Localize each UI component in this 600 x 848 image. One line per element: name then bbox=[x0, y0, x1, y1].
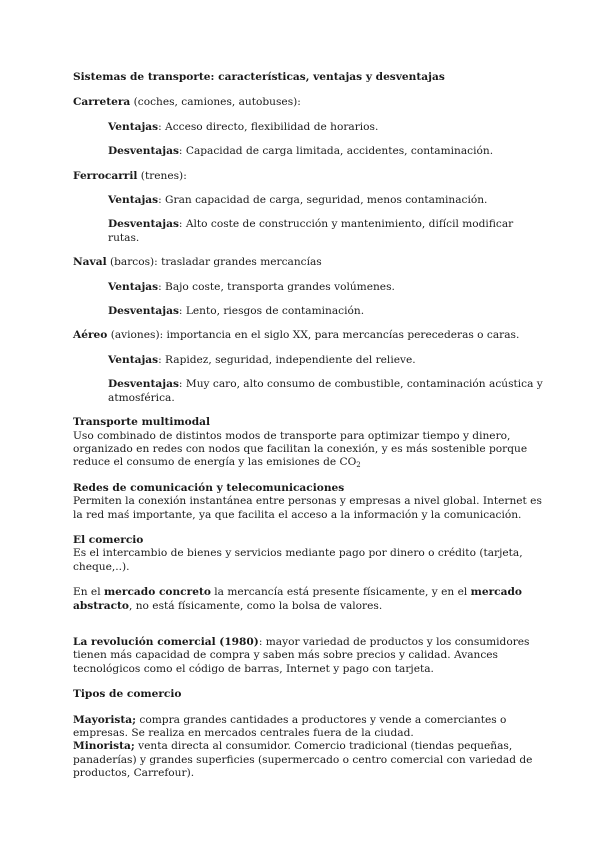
naval-desventajas: Desventajas: Lento, riesgos de contaminación. bbox=[108, 305, 365, 318]
aereo-desventajas: Desventajas: Muy caro, alto consumo de combustible, contaminación acústica y atmosférica. bbox=[108, 378, 543, 404]
ferrocarril-ventajas: Ventajas: Gran capacidad de carga, seguridad, menos contaminación. bbox=[108, 194, 488, 207]
naval-ventajas: Ventajas: Bajo coste, transporta grandes volúmenes. bbox=[108, 280, 395, 293]
comercio-text: Es el intercambio de bienes y servicios mediante pago por dinero o crédito (tarjeta, cheque,..). bbox=[73, 547, 523, 573]
redes-heading: Redes de comunicación y telecomunicaciones bbox=[73, 481, 345, 494]
naval-heading: Naval (barcos): trasladar grandes mercancías bbox=[73, 256, 322, 269]
revolucion-paragraph: La revolución comercial (1980): mayor variedad de productos y los consumidores tienen más capacidad de compra y saben más sobre precios y calidad. Avances tecnológicos como el código de barras, Internet y pago con tarjeta. bbox=[73, 635, 530, 675]
carretera-desventajas: Desventajas: Capacidad de carga limitada, accidentes, contaminación. bbox=[108, 145, 494, 158]
mayorista-paragraph: Mayorista; compra grandes cantidades a productores y vende a comerciantes o empresas. Se realiza en mercados centrales fuera de la ciudad. bbox=[73, 713, 507, 739]
multimodal-heading: Transporte multimodal bbox=[73, 416, 211, 429]
aereo-heading: Aéreo (aviones): importancia en el siglo XX, para mercancías perecederas o caras. bbox=[73, 329, 520, 342]
document-page bbox=[73, 71, 543, 781]
comercio-heading: El comercio bbox=[73, 533, 144, 546]
aereo-ventajas: Ventajas: Rapidez, seguridad, independiente del relieve. bbox=[108, 353, 416, 366]
ferrocarril-desventajas: Desventajas: Alto coste de construcción y mantenimiento, difícil modificar rutas. bbox=[108, 218, 514, 244]
tipos-heading: Tipos de comercio bbox=[73, 688, 182, 701]
redes-text: Permiten la conexión instantánea entre personas y empresas a nivel global. Internet es la red maś importante, ya que facilita el acceso a la información y la comunicación. bbox=[73, 495, 542, 521]
minorista-paragraph: Minorista; venta directa al consumidor. Comercio tradicional (tiendas pequeñas, panaderías) y grandes superficies (supermercado o centro comercial con variedad de productos, Carrefour). bbox=[73, 740, 533, 780]
multimodal-text: Uso combinado de distintos modos de transporte para optimizar tiempo y dinero, organizado en redes con nodos que facilitan la conexión, y es más sostenible porque reduce el consumo de energía y las emisiones de $CO_2$ bbox=[73, 429, 528, 470]
page-title: Sistemas de transporte: características, ventajas y desventajas bbox=[73, 71, 445, 83]
mercado-paragraph: En el mercado concreto la mercancía está presente físicamente, y en el mercado abstracto, no está físicamente, como la bolsa de valores. bbox=[73, 586, 522, 612]
carretera-ventajas: Ventajas: Acceso directo, flexibilidad de horarios. bbox=[108, 120, 379, 133]
carretera-heading: Carretera (coches, camiones, autobuses): bbox=[73, 96, 301, 109]
ferrocarril-heading: Ferrocarril (trenes): bbox=[73, 169, 187, 182]
